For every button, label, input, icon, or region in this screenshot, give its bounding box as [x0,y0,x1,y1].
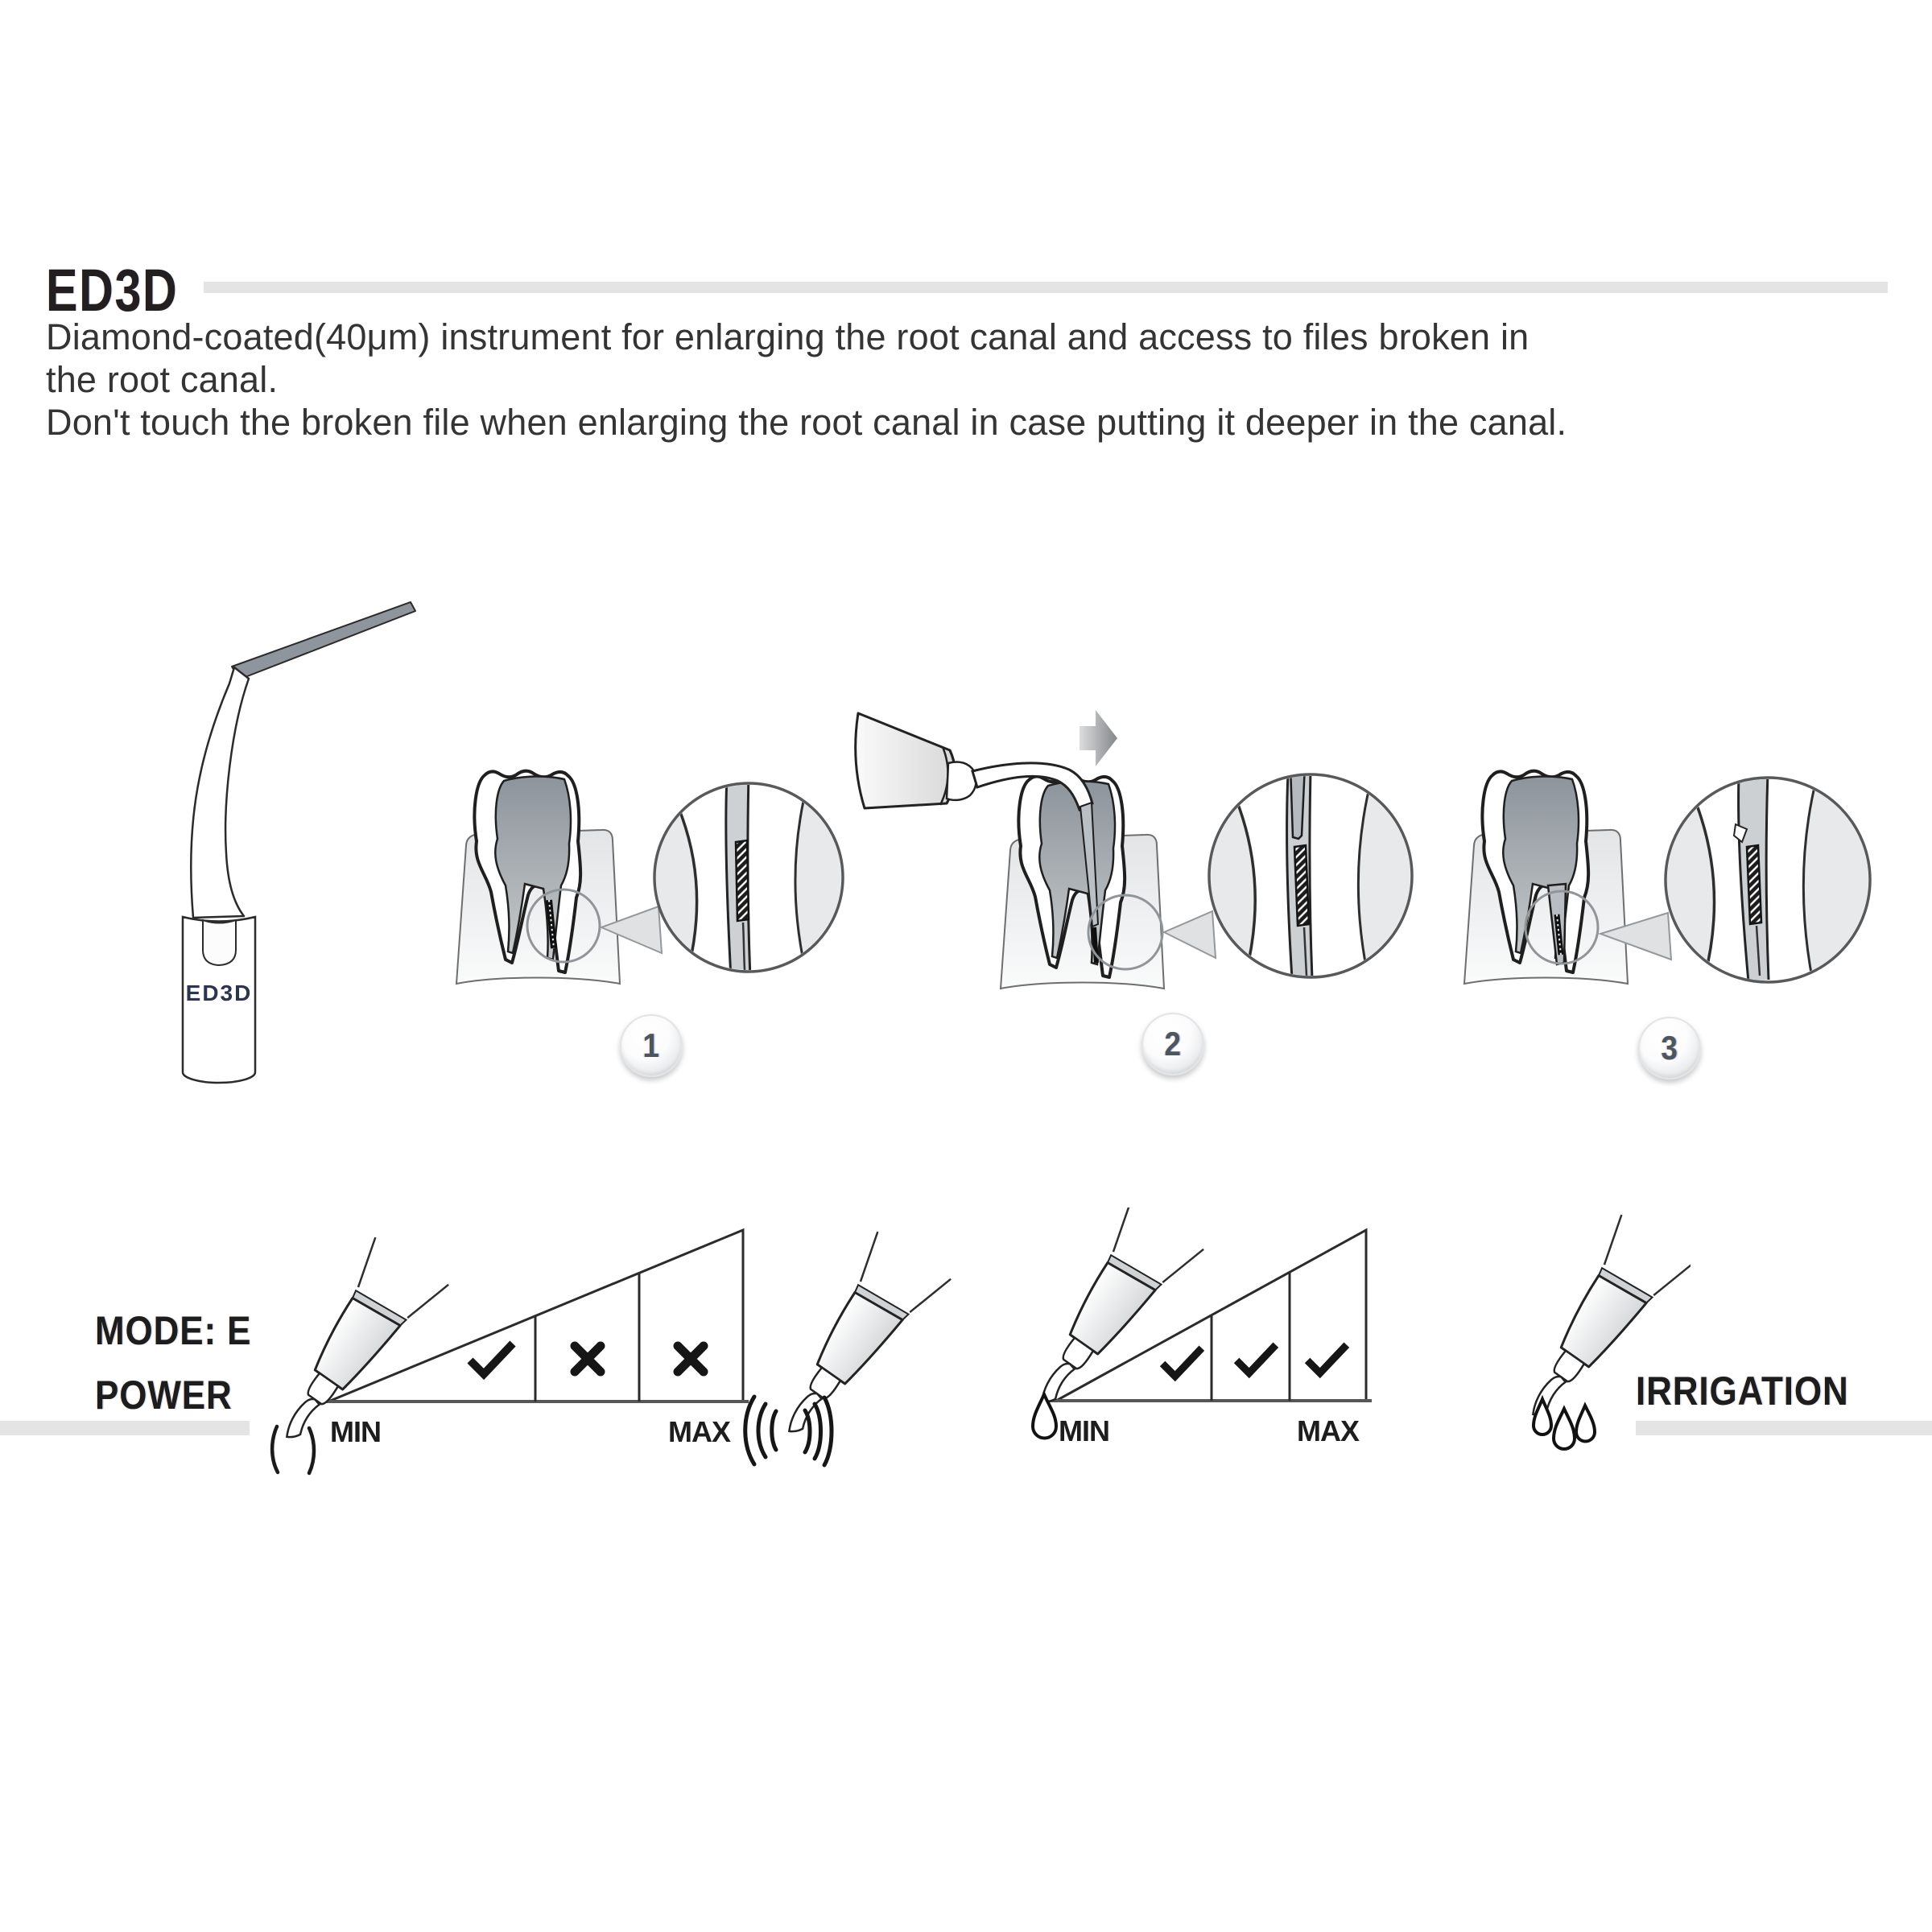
direction-arrow [1080,710,1117,766]
step-number-2: 2 [1164,1025,1182,1063]
description-line-3: Don't touch the broken file when enlarging the root canal in case putting it deeper in the canal. [46,402,1567,443]
zoom-detail-2 [1203,765,1418,979]
broken-file-zoomed-1 [736,840,749,921]
zoom-detail-1 [628,773,869,978]
zoom-detail-3 [1660,771,1876,982]
instrument-model-label: ED3D [185,980,253,1005]
step-badge-2 [1141,1013,1204,1075]
page-title: ED3D [46,257,179,324]
power-min-label: MIN [330,1415,381,1448]
title-separator-rule [204,282,1888,293]
step-number-3: 3 [1661,1029,1678,1067]
broken-file-in-canal-2 [1094,927,1096,963]
multiple-water-drops-icon [1534,1399,1595,1449]
irrigation-max-label: MAX [1297,1414,1359,1447]
step1-diagram [456,771,869,984]
step2-diagram [856,710,1418,989]
handpiece-max-power-icon [755,1229,951,1457]
mode-label: MODE: E [95,1308,252,1353]
broken-file-zoomed-2 [1294,845,1309,926]
step-badge-1 [620,1014,683,1077]
tooth-cross-section-3 [1464,771,1628,984]
instrument-tip-illustration [145,588,435,1103]
instrument-socket [203,920,236,965]
zoom-leader-2 [1164,911,1216,958]
irrigation-label: IRRIGATION [1636,1368,1849,1414]
usage-step-diagrams [447,692,1888,1030]
power-wedge-diagram [253,1229,951,1473]
settings-diagrams [242,1208,1690,1530]
broken-file-zoomed-3 [1747,845,1761,924]
power-label: POWER [95,1373,233,1418]
irrigation-wedge-diagram [1008,1208,1690,1449]
handpiece-max-irrigation-icon [1499,1212,1690,1440]
step-badge-3 [1638,1017,1701,1080]
power-section-rule [0,1421,250,1435]
irrigation-min-label: MIN [1059,1414,1109,1447]
power-max-label: MAX [668,1415,730,1448]
description-line-2: the root canal. [46,359,279,400]
description-line-1: Diamond-coated(40μm) instrument for enlarging the root canal and access to files broken in [46,316,1530,357]
diamond-coated-tip [232,602,415,679]
product-description [46,316,1913,444]
step-number-1: 1 [642,1026,660,1064]
instrument-neck [191,667,249,918]
step3-diagram [1464,771,1876,984]
